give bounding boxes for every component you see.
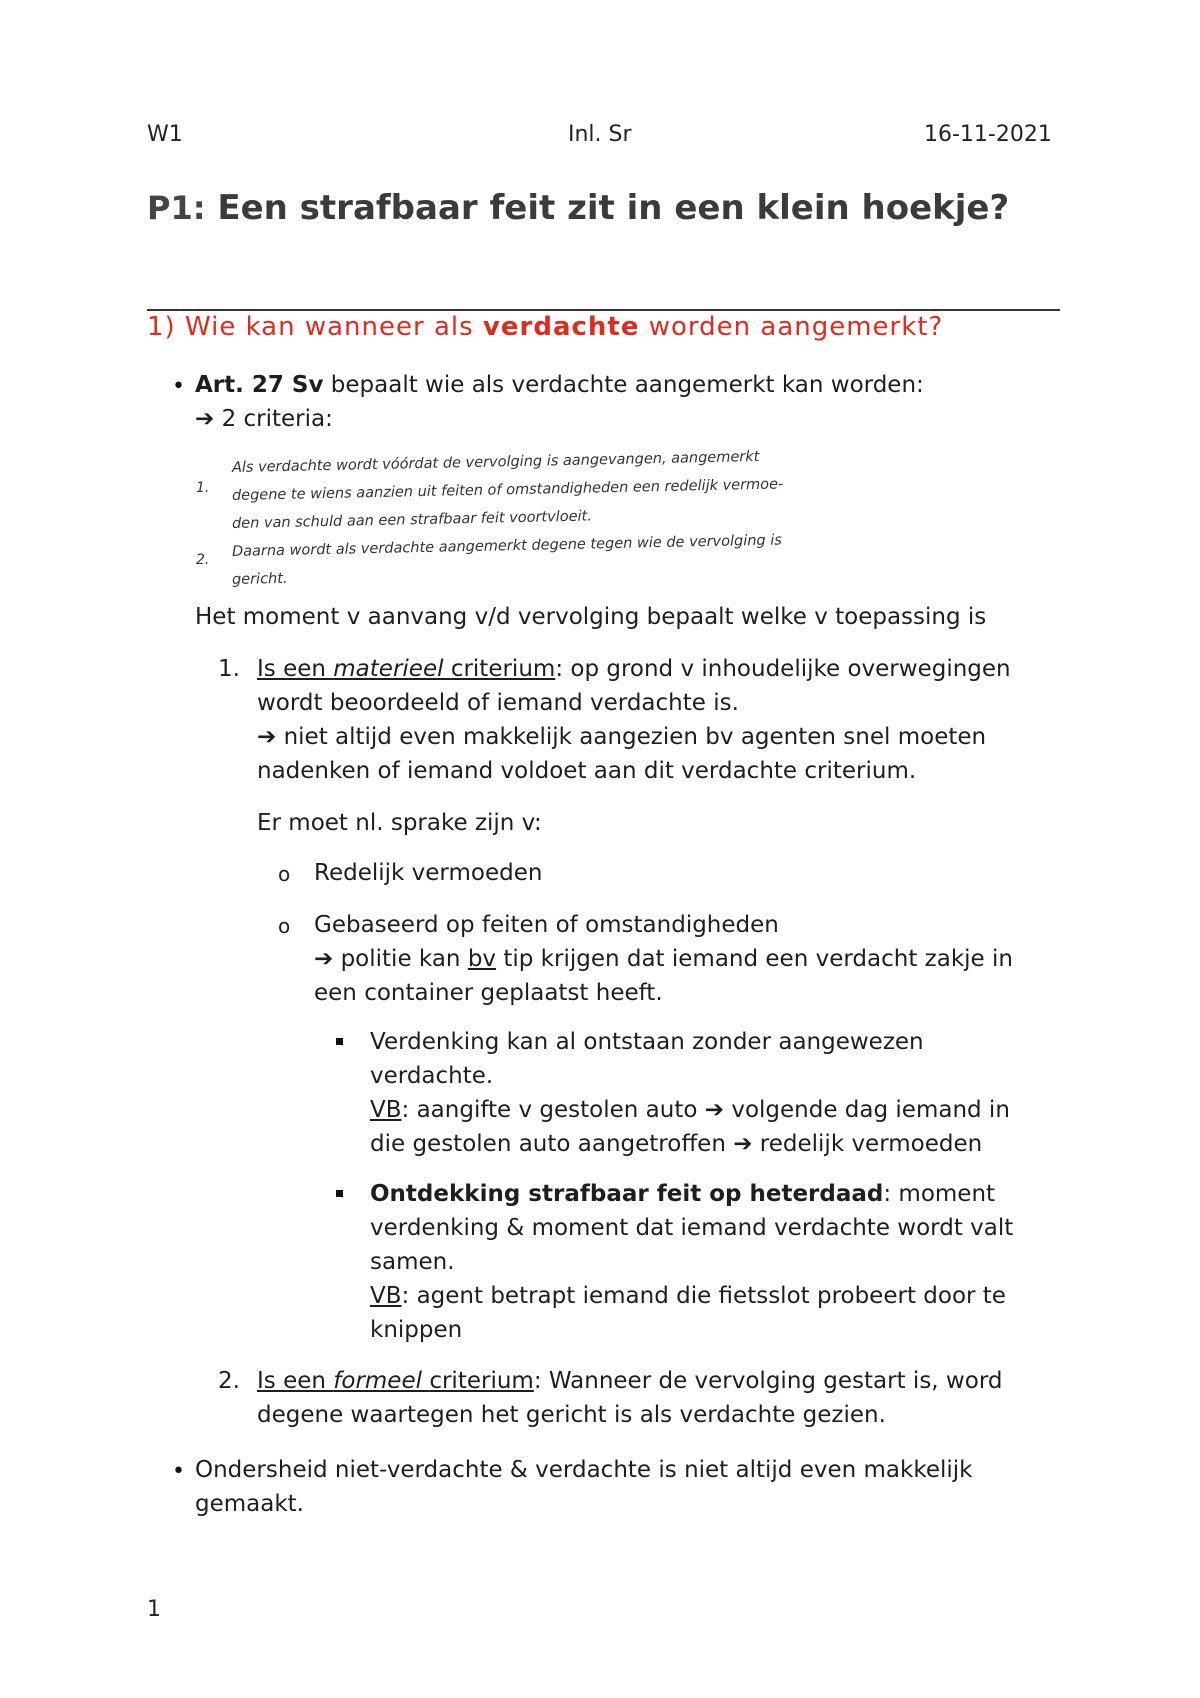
moment-text: Het moment v aanvang v/d vervolging bepaalt welke v toepassing is <box>195 604 987 630</box>
sq2-line5: knippen <box>370 1317 463 1343</box>
item2-number: 2. <box>218 1368 240 1394</box>
bullet-dot: • <box>172 374 185 399</box>
item2-line2: degene waartegen het gericht is als verdachte gezien. <box>257 1402 886 1428</box>
sq1-line3-text: : aangifte v gestolen auto ➔ volgende dag iemand in <box>401 1097 1010 1123</box>
quote-line-4: Daarna wordt als verdachte aangemerkt degene tegen wie de vervolging is <box>231 532 783 560</box>
sub2-line2-underlined: bv <box>467 946 497 972</box>
sq2-line4 <box>370 1279 1006 1313</box>
bullet2-line1: Ondersheid niet-verdachte & verdachte is niet altijd even makkelijk <box>195 1457 973 1483</box>
item2-u-post: criterium <box>429 1368 534 1394</box>
header-date: 16-11-2021 <box>924 122 1052 147</box>
title-text: Een strafbaar feit zit in een klein hoekje? <box>217 188 1010 228</box>
sq2-line1-text: : moment <box>883 1181 996 1207</box>
item1-u-italic: materieel <box>333 656 444 682</box>
bullet1-arrow-line: ➔ 2 criteria: <box>195 406 333 432</box>
quote-line-2: degene te wiens aanzien uit feiten of omstandigheden een redelijk vermoe- <box>231 476 784 504</box>
bullet2-line2: gemaakt. <box>195 1491 304 1517</box>
sq2-line1 <box>370 1177 995 1211</box>
section-heading-post: worden aangemerkt? <box>648 312 944 342</box>
sq2-bold: Ontdekking strafbaar feit op heterdaad <box>370 1181 884 1207</box>
quote-number-2: 2. <box>196 552 210 568</box>
page-title <box>147 184 1047 232</box>
sq1-line2: verdachte. <box>370 1063 494 1089</box>
section-heading-bold: verdachte <box>482 312 640 342</box>
square-bullet <box>336 1190 343 1197</box>
bullet1-body: bepaalt wie als verdachte aangemerkt kan worden: <box>330 372 924 398</box>
bullet1-bold: Art. 27 Sv <box>195 372 324 398</box>
sq2-line2: verdenking & moment dat iemand verdachte wordt valt <box>370 1215 1014 1241</box>
item2-u-pre: Is een <box>257 1368 326 1394</box>
sq1-line1: Verdenking kan al ontstaan zonder aangewezen <box>370 1029 924 1055</box>
circle-bullet: o <box>278 914 291 938</box>
header-week: W1 <box>147 122 183 147</box>
title-divider <box>147 309 1060 311</box>
item2-u-italic: formeel <box>333 1368 423 1394</box>
square-bullet <box>336 1038 343 1045</box>
item1-u-post: criterium <box>450 656 556 682</box>
quote-line-3: den van schuld aan een strafbaar feit voortvloeit. <box>231 508 593 532</box>
section-heading <box>147 312 943 342</box>
header-course: Inl. Sr <box>568 122 632 147</box>
sub2-line3: een container geplaatst heeft. <box>314 980 663 1006</box>
section-number: 1) <box>147 312 176 342</box>
item1-line4: nadenken of iemand voldoet aan dit verdachte criterium. <box>257 758 917 784</box>
sq2-vb: VB <box>370 1283 402 1309</box>
sq1-line3 <box>370 1093 1010 1127</box>
item1-line1 <box>257 652 1011 686</box>
sub2-line2 <box>314 942 1013 976</box>
sq2-line3: samen. <box>370 1249 455 1275</box>
bullet1-text <box>195 368 924 402</box>
item1-line3: ➔ niet altijd even makkelijk aangezien bv agenten snel moeten <box>257 724 987 750</box>
quote-number-1: 1. <box>196 480 210 496</box>
item1-line2: wordt beoordeeld of iemand verdachte is. <box>257 690 739 716</box>
sub1-text: Redelijk vermoeden <box>314 860 543 886</box>
sq1-vb: VB <box>370 1097 402 1123</box>
article-quote-image <box>190 440 790 602</box>
section-heading-pre: Wie kan wanneer als <box>184 312 474 342</box>
bullet-dot: • <box>172 1459 185 1484</box>
sub2-line2-pre: ➔ politie kan <box>314 946 461 972</box>
title-prefix: P1: <box>147 189 206 227</box>
item1-u-pre: Is een <box>257 656 326 682</box>
item2-line1 <box>257 1364 1002 1398</box>
quote-line-1: Als verdachte wordt vóórdat de vervolging is aangevangen, aangemerkt <box>231 448 760 476</box>
sub2-line1: Gebaseerd op feiten of omstandigheden <box>314 912 779 938</box>
item1-sprake: Er moet nl. sprake zijn v: <box>257 810 542 836</box>
item1-rest: : op grond v inhoudelijke overwegingen <box>555 656 1011 682</box>
sq2-line4-text: : agent betrapt iemand die fietsslot probeert door te <box>401 1283 1006 1309</box>
item2-rest: : Wanneer de vervolging gestart is, word <box>533 1368 1003 1394</box>
sq1-line4: die gestolen auto aangetroffen ➔ redelijk vermoeden <box>370 1131 983 1157</box>
circle-bullet: o <box>278 862 291 886</box>
page-number: 1 <box>147 1597 161 1622</box>
quote-line-5: gericht. <box>231 570 288 588</box>
sub2-line2-post: tip krijgen dat iemand een verdacht zakje in <box>503 946 1013 972</box>
item1-number: 1. <box>218 656 240 682</box>
